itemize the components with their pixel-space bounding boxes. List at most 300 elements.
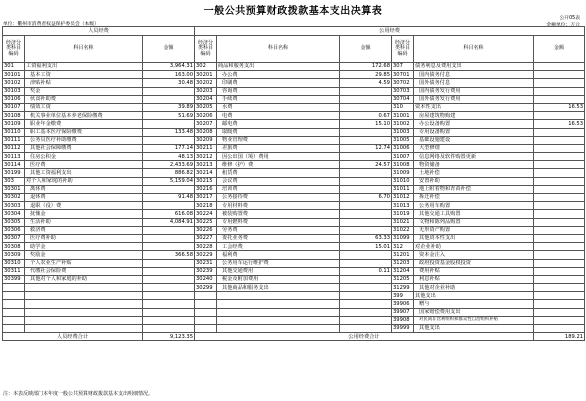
code-cell: 30227 bbox=[195, 234, 217, 242]
amount-cell bbox=[534, 136, 585, 144]
name-cell: 其他资本性支出 bbox=[414, 234, 534, 242]
name-cell: 办公费 bbox=[217, 71, 340, 79]
code-cell: 31205 bbox=[392, 275, 414, 283]
amount-cell: 616.08 bbox=[143, 210, 195, 218]
code-cell: 30310 bbox=[3, 259, 25, 267]
code-cell: 30240 bbox=[195, 275, 217, 283]
amount-cell bbox=[534, 71, 585, 79]
amount-cell bbox=[143, 234, 195, 242]
table-row bbox=[3, 210, 585, 218]
code-cell: 39908 bbox=[392, 316, 414, 324]
name-cell: 专用燃料费 bbox=[217, 218, 340, 226]
amount-cell bbox=[143, 95, 195, 103]
table-row bbox=[3, 87, 585, 95]
code-cell: 30215 bbox=[195, 177, 217, 185]
name-cell: 奖励金 bbox=[25, 251, 143, 259]
code-cell: 30301 bbox=[3, 185, 25, 193]
table-row bbox=[3, 161, 585, 169]
code-cell: 30113 bbox=[3, 153, 25, 161]
name-cell: 国内债务发行费用 bbox=[414, 87, 534, 95]
name-cell: 救济费 bbox=[25, 226, 143, 234]
code-cell: 30213 bbox=[195, 161, 217, 169]
code-cell: 30110 bbox=[3, 128, 25, 136]
name-cell: 劳务费 bbox=[217, 226, 340, 234]
amount-cell bbox=[143, 243, 195, 251]
code-cell: 30303 bbox=[3, 202, 25, 210]
name-cell: 国外债务付息 bbox=[414, 79, 534, 87]
footnote: 注：本表反映部门本年度一般公共预算财政拨款基本支出明细情况。 bbox=[3, 391, 154, 397]
code-cell: 31019 bbox=[392, 210, 414, 218]
name-cell: 印刷费 bbox=[217, 79, 340, 87]
name-cell: 资本性支出 bbox=[414, 103, 534, 111]
name-cell: 离休费 bbox=[25, 185, 143, 193]
amount-cell bbox=[143, 185, 195, 193]
name-cell bbox=[25, 308, 143, 316]
amount-cell bbox=[340, 325, 392, 333]
amount-cell: 12.74 bbox=[340, 144, 392, 152]
code-cell: 30224 bbox=[195, 210, 217, 218]
name-cell: 电费 bbox=[217, 112, 340, 120]
code-cell: 31001 bbox=[392, 112, 414, 120]
amount-cell bbox=[534, 308, 585, 316]
code-cell: 30207 bbox=[195, 120, 217, 128]
amount-cell: 177.14 bbox=[143, 144, 195, 152]
amount-cell: 15.10 bbox=[340, 120, 392, 128]
amount-cell bbox=[534, 79, 585, 87]
code-cell: 302 bbox=[195, 63, 217, 71]
code-cell: 31007 bbox=[392, 153, 414, 161]
name-cell bbox=[25, 292, 143, 300]
code-cell bbox=[3, 300, 25, 308]
code-cell: 30109 bbox=[3, 120, 25, 128]
amount-cell bbox=[534, 218, 585, 226]
amount-cell: 63.33 bbox=[340, 234, 392, 242]
table-row bbox=[3, 177, 585, 185]
name-cell: 其他商品和服务支出 bbox=[217, 284, 340, 292]
name-cell: 退休费 bbox=[25, 194, 143, 202]
code-cell: 30106 bbox=[3, 95, 25, 103]
name-cell: 维修（护）费 bbox=[217, 161, 340, 169]
code-cell: 30226 bbox=[195, 226, 217, 234]
table-row bbox=[3, 194, 585, 202]
code-cell bbox=[3, 284, 25, 292]
code-cell: 301 bbox=[3, 63, 25, 71]
code-cell: 30306 bbox=[3, 226, 25, 234]
amount-cell bbox=[143, 284, 195, 292]
code-cell: 30209 bbox=[195, 136, 217, 144]
amount-cell bbox=[340, 316, 392, 324]
table-row bbox=[3, 79, 585, 87]
amount-cell bbox=[534, 284, 585, 292]
name-cell bbox=[25, 316, 143, 324]
name-cell: 其他支出 bbox=[414, 325, 534, 333]
code-cell: 30311 bbox=[3, 267, 25, 275]
table-row bbox=[3, 325, 585, 333]
table-row bbox=[3, 169, 585, 177]
name-cell: 其他交通费用 bbox=[217, 267, 340, 275]
name-cell: 物资储备 bbox=[414, 161, 534, 169]
name-cell bbox=[25, 284, 143, 292]
code-cell: 30114 bbox=[3, 161, 25, 169]
amount-cell bbox=[534, 169, 585, 177]
code-cell: 310 bbox=[392, 103, 414, 111]
code-cell: 30399 bbox=[3, 275, 25, 283]
amount-cell bbox=[534, 234, 585, 242]
code-cell: 30218 bbox=[195, 202, 217, 210]
amount-cell bbox=[534, 153, 585, 161]
name-cell: 助学金 bbox=[25, 243, 143, 251]
amount-cell bbox=[534, 300, 585, 308]
amount-cell bbox=[534, 202, 585, 210]
code-cell: 399 bbox=[392, 292, 414, 300]
amount-cell bbox=[534, 267, 585, 275]
name-header: 科目名称 bbox=[217, 36, 340, 63]
amount-cell: 29.85 bbox=[340, 71, 392, 79]
name-cell bbox=[25, 325, 143, 333]
name-cell: 个人农业生产补贴 bbox=[25, 259, 143, 267]
amount-cell bbox=[534, 292, 585, 300]
code-cell: 30111 bbox=[3, 136, 25, 144]
name-cell: 对个人和家庭的补助 bbox=[25, 177, 143, 185]
personnel-section-header: 人员经费 bbox=[3, 27, 195, 36]
form-number: 公开05表 bbox=[559, 16, 580, 21]
amount-cell bbox=[340, 226, 392, 234]
code-cell: 31012 bbox=[392, 194, 414, 202]
code-cell: 30206 bbox=[195, 112, 217, 120]
amount-cell bbox=[534, 87, 585, 95]
table-row bbox=[3, 136, 585, 144]
amount-cell bbox=[340, 95, 392, 103]
code-cell: 30702 bbox=[392, 79, 414, 87]
name-cell: 手续费 bbox=[217, 95, 340, 103]
name-cell bbox=[217, 316, 340, 324]
code-cell bbox=[3, 292, 25, 300]
amount-cell bbox=[340, 103, 392, 111]
code-cell: 30108 bbox=[3, 112, 25, 120]
code-cell bbox=[195, 300, 217, 308]
name-cell bbox=[217, 308, 340, 316]
code-cell: 30228 bbox=[195, 243, 217, 251]
code-cell: 39907 bbox=[392, 308, 414, 316]
name-cell: 房屋建筑物购建 bbox=[414, 112, 534, 120]
public-total-value: 189.21 bbox=[534, 333, 585, 341]
table-row bbox=[3, 202, 585, 210]
code-cell: 30299 bbox=[195, 284, 217, 292]
code-cell: 30214 bbox=[195, 169, 217, 177]
name-cell: 绩效工资 bbox=[25, 103, 143, 111]
amount-cell bbox=[534, 177, 585, 185]
amount-cell bbox=[143, 275, 195, 283]
name-cell bbox=[25, 300, 143, 308]
amount-cell bbox=[340, 259, 392, 267]
name-cell: 专用材料费 bbox=[217, 202, 340, 210]
code-cell: 31201 bbox=[392, 251, 414, 259]
table-row bbox=[3, 259, 585, 267]
amount-cell bbox=[340, 153, 392, 161]
code-cell: 30309 bbox=[3, 251, 25, 259]
code-cell: 31021 bbox=[392, 218, 414, 226]
name-cell bbox=[217, 292, 340, 300]
code-cell: 31299 bbox=[392, 284, 414, 292]
code-cell: 30302 bbox=[3, 194, 25, 202]
name-cell: 安置补助 bbox=[414, 177, 534, 185]
name-cell: 国内债务付息 bbox=[414, 71, 534, 79]
table-row bbox=[3, 251, 585, 259]
name-cell: 伙食补助费 bbox=[25, 95, 143, 103]
name-cell: 拆迁补偿 bbox=[414, 194, 534, 202]
amount-cell bbox=[534, 63, 585, 71]
amount-cell bbox=[340, 284, 392, 292]
name-cell: 住房公积金 bbox=[25, 153, 143, 161]
name-cell: 退职（役）费 bbox=[25, 202, 143, 210]
amount-cell bbox=[143, 300, 195, 308]
code-cell: 31002 bbox=[392, 120, 414, 128]
name-cell: 委托业务费 bbox=[217, 234, 340, 242]
amount-header: 金额 bbox=[340, 36, 392, 63]
name-cell: 邮电费 bbox=[217, 120, 340, 128]
code-cell: 30304 bbox=[3, 210, 25, 218]
name-cell: 取暖费 bbox=[217, 128, 340, 136]
name-cell: 无形资产购置 bbox=[414, 226, 534, 234]
amount-cell bbox=[143, 87, 195, 95]
amount-cell: 0.67 bbox=[340, 112, 392, 120]
amount-cell bbox=[340, 210, 392, 218]
table-row bbox=[3, 63, 585, 71]
name-cell: 政府投资基金股权投资 bbox=[414, 259, 534, 267]
code-cell: 31204 bbox=[392, 267, 414, 275]
code-cell: 30107 bbox=[3, 103, 25, 111]
amount-cell bbox=[534, 128, 585, 136]
code-cell: 30703 bbox=[392, 87, 414, 95]
amount-cell: 0.11 bbox=[340, 267, 392, 275]
table-row bbox=[3, 128, 585, 136]
personnel-total-value: 9,123.35 bbox=[143, 333, 195, 341]
code-cell bbox=[195, 292, 217, 300]
amount-cell bbox=[534, 226, 585, 234]
table-row bbox=[3, 275, 585, 283]
code-cell: 30204 bbox=[195, 95, 217, 103]
amount-header: 金额 bbox=[143, 36, 195, 63]
code-cell: 30212 bbox=[195, 153, 217, 161]
name-cell: 公务接待费 bbox=[217, 194, 340, 202]
name-cell bbox=[217, 300, 340, 308]
name-cell: 公务员医疗补助缴费 bbox=[25, 136, 143, 144]
name-cell: 利息补贴 bbox=[414, 275, 534, 283]
amount-cell: 51.69 bbox=[143, 112, 195, 120]
unit-label: 单位：衢州市消费者权益保护委员会（本级） bbox=[3, 22, 99, 27]
amount-cell: 15.01 bbox=[340, 243, 392, 251]
amount-cell bbox=[143, 136, 195, 144]
amount-cell bbox=[340, 202, 392, 210]
name-cell: 基本工资 bbox=[25, 71, 143, 79]
amount-cell bbox=[534, 144, 585, 152]
code-cell: 30308 bbox=[3, 243, 25, 251]
amount-cell bbox=[340, 218, 392, 226]
name-cell: 土地补偿 bbox=[414, 169, 534, 177]
name-cell: 会议费 bbox=[217, 177, 340, 185]
amount-cell: 4,084.91 bbox=[143, 218, 195, 226]
amount-cell: 24.57 bbox=[340, 161, 392, 169]
name-cell: 福利费 bbox=[217, 251, 340, 259]
name-cell: 其他支出 bbox=[414, 292, 534, 300]
code-cell: 31005 bbox=[392, 136, 414, 144]
name-cell: 其他对个人和家庭的补助 bbox=[25, 275, 143, 283]
amount-cell bbox=[143, 259, 195, 267]
amount-cell bbox=[340, 292, 392, 300]
name-cell: 奖金 bbox=[25, 87, 143, 95]
code-cell: 30208 bbox=[195, 128, 217, 136]
code-cell bbox=[195, 316, 217, 324]
code-cell: 30103 bbox=[3, 87, 25, 95]
amount-cell bbox=[340, 185, 392, 193]
name-cell: 培训费 bbox=[217, 185, 340, 193]
amount-cell bbox=[534, 251, 585, 259]
amount-cell bbox=[534, 112, 585, 120]
amount-cell bbox=[534, 194, 585, 202]
table-row bbox=[3, 300, 585, 308]
name-cell: 大型修缮 bbox=[414, 144, 534, 152]
name-cell: 工资福利支出 bbox=[25, 63, 143, 71]
code-cell bbox=[3, 308, 25, 316]
amount-cell bbox=[340, 169, 392, 177]
amount-cell: 2,433.69 bbox=[143, 161, 195, 169]
code-cell bbox=[195, 325, 217, 333]
table-row bbox=[3, 243, 585, 251]
amount-cell: 133.48 bbox=[143, 128, 195, 136]
code-cell: 31022 bbox=[392, 226, 414, 234]
amount-cell: 16.53 bbox=[534, 120, 585, 128]
table-row bbox=[3, 185, 585, 193]
name-cell: 咨询费 bbox=[217, 87, 340, 95]
code-cell bbox=[195, 308, 217, 316]
amount-cell: 4.59 bbox=[340, 79, 392, 87]
code-cell: 31203 bbox=[392, 259, 414, 267]
name-cell: 机关事业单位基本养老保险缴费 bbox=[25, 112, 143, 120]
name-cell: 因公出国（境）费用 bbox=[217, 153, 340, 161]
name-cell: 公务用车购置 bbox=[414, 202, 534, 210]
amount-unit: 金额单位：万元 bbox=[546, 23, 580, 28]
table-row bbox=[3, 112, 585, 120]
code-header: 经济分类科目编码 bbox=[195, 36, 217, 63]
amount-cell bbox=[143, 226, 195, 234]
amount-cell bbox=[340, 251, 392, 259]
code-cell: 30203 bbox=[195, 87, 217, 95]
name-cell: 抚恤金 bbox=[25, 210, 143, 218]
code-cell: 31006 bbox=[392, 144, 414, 152]
code-cell bbox=[3, 316, 25, 324]
name-cell: 专用设备购置 bbox=[414, 128, 534, 136]
table-row bbox=[3, 316, 585, 324]
name-cell: 对民间非营利组织和群众性自治组织补贴 bbox=[414, 316, 534, 324]
code-cell: 30112 bbox=[3, 144, 25, 152]
name-cell: 税金及附加费用 bbox=[217, 275, 340, 283]
personnel-total-label: 人员经费合计 bbox=[3, 333, 143, 341]
amount-cell: 172.68 bbox=[340, 63, 392, 71]
name-cell: 费用补贴 bbox=[414, 267, 534, 275]
amount-cell: 3,964.31 bbox=[143, 63, 195, 71]
code-header: 经济分类科目编码 bbox=[392, 36, 414, 63]
code-cell: 30205 bbox=[195, 103, 217, 111]
name-header: 科目名称 bbox=[414, 36, 534, 63]
amount-header: 金额 bbox=[534, 36, 585, 63]
name-cell: 被装购置费 bbox=[217, 210, 340, 218]
code-cell: 30199 bbox=[3, 169, 25, 177]
amount-cell bbox=[340, 300, 392, 308]
amount-cell bbox=[143, 325, 195, 333]
name-cell: 国外债务发行费用 bbox=[414, 95, 534, 103]
name-cell: 国家赔偿费用支出 bbox=[414, 308, 534, 316]
code-cell: 30701 bbox=[392, 71, 414, 79]
name-cell: 地上附着物和青苗补偿 bbox=[414, 185, 534, 193]
amount-cell: 886.82 bbox=[143, 169, 195, 177]
amount-cell: 30.48 bbox=[143, 79, 195, 87]
name-cell: 职业年金缴费 bbox=[25, 120, 143, 128]
name-cell: 代缴社会保险费 bbox=[25, 267, 143, 275]
code-cell: 31010 bbox=[392, 177, 414, 185]
amount-cell bbox=[534, 243, 585, 251]
name-cell: 生活补助 bbox=[25, 218, 143, 226]
name-cell: 工会经费 bbox=[217, 243, 340, 251]
name-cell: 津贴补贴 bbox=[25, 79, 143, 87]
code-cell: 30211 bbox=[195, 144, 217, 152]
page-title: 一般公共预算财政拨款基本支出决算表 bbox=[203, 6, 383, 17]
name-cell: 赠与 bbox=[414, 300, 534, 308]
amount-cell bbox=[340, 308, 392, 316]
public-section-header: 公用经费 bbox=[195, 27, 585, 36]
name-cell: 医疗费补助 bbox=[25, 234, 143, 242]
table-row bbox=[3, 103, 585, 111]
code-cell: 312 bbox=[392, 243, 414, 251]
code-cell: 39906 bbox=[392, 300, 414, 308]
code-cell: 307 bbox=[392, 63, 414, 71]
amount-cell bbox=[143, 308, 195, 316]
name-cell: 办公设备购置 bbox=[414, 120, 534, 128]
table-row bbox=[3, 284, 585, 292]
name-cell: 其他工资福利支出 bbox=[25, 169, 143, 177]
table-row bbox=[3, 267, 585, 275]
amount-cell bbox=[534, 161, 585, 169]
name-cell: 对企业补助 bbox=[414, 243, 534, 251]
table-row bbox=[3, 153, 585, 161]
name-cell: 资本金注入 bbox=[414, 251, 534, 259]
amount-cell: 48.13 bbox=[143, 153, 195, 161]
amount-cell: 6.70 bbox=[340, 194, 392, 202]
expenditure-table bbox=[2, 26, 585, 341]
amount-cell bbox=[534, 185, 585, 193]
name-cell: 公务用车运行维护费 bbox=[217, 259, 340, 267]
name-cell: 物业管理费 bbox=[217, 136, 340, 144]
amount-cell: 366.58 bbox=[143, 251, 195, 259]
code-cell: 303 bbox=[3, 177, 25, 185]
amount-cell bbox=[534, 325, 585, 333]
name-cell: 债务利息及费用支出 bbox=[414, 63, 534, 71]
amount-cell bbox=[534, 210, 585, 218]
code-cell: 30239 bbox=[195, 267, 217, 275]
code-cell: 31003 bbox=[392, 128, 414, 136]
table-row bbox=[3, 120, 585, 128]
code-cell: 30305 bbox=[3, 218, 25, 226]
table-row bbox=[3, 218, 585, 226]
amount-cell bbox=[534, 95, 585, 103]
amount-cell: 91.48 bbox=[143, 194, 195, 202]
amount-cell: 5,159.04 bbox=[143, 177, 195, 185]
amount-cell bbox=[340, 136, 392, 144]
name-cell: 水费 bbox=[217, 103, 340, 111]
name-cell: 差旅费 bbox=[217, 144, 340, 152]
code-cell: 31009 bbox=[392, 169, 414, 177]
amount-cell bbox=[340, 275, 392, 283]
amount-cell bbox=[143, 202, 195, 210]
